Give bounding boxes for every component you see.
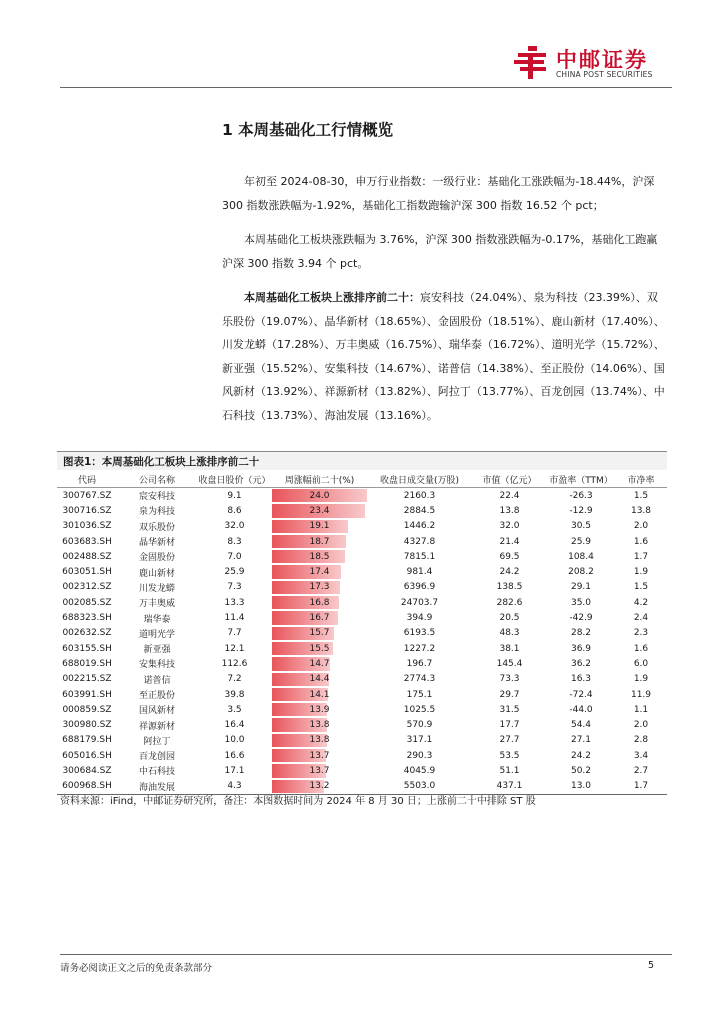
company-name-cell: 新亚强 [143, 645, 171, 656]
volume-cell: 6396.9 [403, 582, 436, 593]
change-value: 19.1 [309, 521, 330, 532]
col-header-price: 收盘日股价（元） [197, 471, 272, 488]
stock-code-cell: 300684.SZ [62, 765, 112, 776]
weekly-change-cell [272, 763, 367, 778]
market-cap-cell: 282.6 [496, 597, 523, 608]
change-value: 14.7 [309, 658, 330, 669]
pe-ttm-cell: -42.9 [569, 613, 593, 624]
volume-cell: 394.9 [406, 613, 433, 624]
company-name-cell: 泉为科技 [138, 507, 175, 518]
stock-code-cell: 688323.SH [62, 613, 112, 624]
pb-cell: 1.6 [633, 536, 649, 547]
change-value: 18.5 [309, 551, 330, 562]
figure-title: 图表1：本周基础化工板块上涨排序前二十 [63, 456, 260, 468]
close-price-cell: 13.3 [224, 597, 245, 608]
stock-code-cell: 603051.SH [62, 567, 112, 578]
change-value: 15.5 [309, 643, 330, 654]
close-price-cell: 12.1 [224, 643, 245, 654]
weekly-change-cell [272, 733, 367, 748]
pe-ttm-cell: 36.2 [570, 658, 592, 669]
table-row [57, 580, 667, 595]
volume-cell: 4327.8 [403, 536, 436, 547]
stock-code-cell: 300980.SZ [62, 720, 112, 731]
paragraph-ytd: 年初至 2024-08-30，申万行业指数：一级行业：基础化工涨跌幅为-18.44%，沪深 300 指数涨跌幅为-1.92%，基础化工指数跑输沪深 300 指数 16.52 个 pct； [222, 175, 655, 212]
weekly-change-cell [272, 610, 367, 625]
company-name-cell: 瑞华泰 [143, 614, 171, 625]
close-price-cell: 8.3 [227, 536, 242, 547]
col-header-volume: 收盘日成交量(万股) [367, 471, 472, 488]
pb-cell: 13.8 [630, 505, 652, 516]
market-cap-cell: 22.4 [499, 490, 520, 501]
table-row [57, 595, 667, 610]
close-price-cell: 7.7 [227, 628, 242, 639]
pe-ttm-cell: 24.2 [570, 750, 592, 761]
stock-code-cell: 688019.SH [62, 658, 112, 669]
paragraph-weekly: 本周基础化工板块涨跌幅为 3.76%，沪深 300 指数涨跌幅为-0.17%，基础化工跑赢沪深 300 指数 3.94 个 pct。 [222, 233, 658, 270]
weekly-change-cell [272, 672, 367, 687]
pe-ttm-cell: 27.1 [570, 735, 592, 746]
company-name-cell: 万丰奥威 [138, 599, 175, 610]
table-row [57, 672, 667, 687]
table-row [57, 748, 667, 763]
company-name-cell: 宸安科技 [138, 492, 175, 503]
pe-ttm-cell: -26.3 [569, 490, 593, 501]
market-cap-cell: 29.7 [499, 689, 520, 700]
page-number: 5 [648, 960, 655, 971]
col-header-name: 公司名称 [117, 471, 197, 488]
china-post-logo-icon [514, 44, 550, 80]
change-value: 13.7 [309, 750, 330, 761]
table-header-row [57, 471, 667, 488]
stock-code-cell: 603683.SH [62, 536, 112, 547]
change-value: 14.4 [309, 674, 330, 685]
market-cap-cell: 21.4 [499, 536, 520, 547]
close-price-cell: 7.2 [227, 674, 242, 685]
close-price-cell: 17.1 [224, 765, 245, 776]
close-price-cell: 25.9 [224, 567, 245, 578]
weekly-change-cell [272, 656, 367, 671]
pe-ttm-cell: 13.0 [547, 779, 615, 795]
pb-cell: 2.8 [633, 735, 649, 746]
change-value: 16.7 [309, 613, 330, 624]
close-price-cell: 9.1 [227, 490, 242, 501]
footer-divider [60, 954, 672, 955]
market-cap-cell: 17.7 [499, 720, 520, 731]
stock-code-cell: 000859.SZ [62, 704, 112, 715]
brand-logo [514, 44, 674, 84]
table-row [57, 717, 667, 732]
pb-cell: 4.2 [633, 597, 649, 608]
stock-code-cell: 301036.SZ [62, 521, 112, 532]
close-price-cell: 3.5 [227, 704, 242, 715]
change-value: 13.8 [309, 735, 330, 746]
company-name-cell: 诺普信 [143, 675, 171, 686]
company-name-cell: 鹿山新材 [138, 568, 175, 579]
pb-cell: 2.0 [633, 720, 649, 731]
close-price-cell: 7.3 [227, 582, 242, 593]
pb-cell: 1.7 [633, 551, 649, 562]
company-name-cell: 道明光学 [138, 629, 175, 640]
pe-ttm-cell: 36.9 [570, 643, 592, 654]
volume-cell: 7815.1 [403, 551, 436, 562]
pe-ttm-cell: -72.4 [569, 689, 593, 700]
table-row [57, 641, 667, 656]
market-cap-cell: 31.5 [499, 704, 520, 715]
stock-code-cell: 603991.SH [62, 689, 112, 700]
company-name-cell: 中石科技 [138, 767, 175, 778]
pb-cell: 2.3 [633, 628, 649, 639]
close-price-cell: 16.4 [224, 720, 245, 731]
stock-code-cell: 002215.SZ [62, 674, 112, 685]
close-price-cell: 11.4 [224, 613, 245, 624]
change-value: 13.2 [309, 781, 330, 792]
volume-cell: 196.7 [406, 658, 433, 669]
market-cap-cell: 48.3 [499, 628, 520, 639]
company-name-cell: 金固股份 [138, 553, 175, 564]
market-cap-cell: 20.5 [499, 613, 520, 624]
volume-cell: 290.3 [406, 750, 433, 761]
pb-cell: 2.4 [633, 613, 649, 624]
company-name-cell: 阿拉丁 [143, 736, 171, 747]
market-cap-cell: 73.3 [499, 674, 520, 685]
pb-cell: 6.0 [633, 658, 649, 669]
paragraph-top20-lead: 本周基础化工板块上涨排序前二十： [244, 291, 420, 304]
volume-cell: 175.1 [406, 689, 433, 700]
table-row [57, 733, 667, 748]
pe-ttm-cell: 208.2 [568, 567, 594, 578]
table-row [57, 656, 667, 671]
footer-disclaimer: 请务必阅读正文之后的免责条款部分 [60, 963, 213, 974]
change-value: 13.8 [309, 720, 330, 731]
weekly-change-cell [272, 595, 367, 610]
pe-ttm-cell: 54.4 [570, 720, 592, 731]
change-value: 14.1 [309, 689, 330, 700]
change-value: 17.3 [309, 582, 330, 593]
stock-code-cell: 300767.SZ [62, 490, 112, 501]
company-name-cell: 川发龙蟒 [138, 583, 175, 594]
pb-cell: 2.7 [633, 765, 649, 776]
col-header-pe: 市盈率（TTM） [547, 471, 615, 488]
market-cap-cell: 32.0 [499, 521, 520, 532]
close-price-cell: 112.6 [221, 658, 248, 669]
close-price-cell: 16.6 [224, 750, 245, 761]
pe-ttm-cell: 16.3 [570, 674, 592, 685]
stock-code-cell: 002312.SZ [62, 582, 112, 593]
pe-ttm-cell: 28.2 [570, 628, 592, 639]
weekly-change-cell [272, 488, 367, 504]
company-name-cell: 至正股份 [138, 691, 175, 701]
change-value: 15.7 [309, 628, 330, 639]
table-row [57, 519, 667, 534]
volume-cell: 981.4 [406, 567, 433, 578]
table-body [57, 488, 667, 795]
volume-cell: 1446.2 [403, 521, 436, 532]
volume-cell: 5503.0 [367, 779, 472, 795]
weekly-change-cell [272, 519, 367, 534]
volume-cell: 1025.5 [403, 704, 436, 715]
weekly-change-cell [272, 748, 367, 763]
market-cap-cell: 437.1 [472, 779, 547, 795]
pe-ttm-cell: 25.9 [570, 536, 592, 547]
table-row [57, 549, 667, 564]
pb-cell: 1.1 [633, 704, 649, 715]
table-row [57, 503, 667, 518]
brand-name-cn: 中邮证券 [556, 48, 648, 72]
paragraph-top20-list: 宸安科技（24.04%）、泉为科技（23.39%）、双乐股份（19.07%）、晶华新材（18.65%）、金固股份（18.51%）、鹿山新材（17.40%）、川发龙蟒（17.28%）、万丰奥威（16.75%）、瑞华泰（16.72%）、道明光学（15.72%）、新亚强（15.52%）、安集科技（14.67%）、诺普信（14.38%）、至正股份（14.06%）、国风新材（13.92%）、祥源新材（13.82%）、阿拉丁（13.77%）、百龙创园（13.74%）、中石科技（13.73%）、海油发展（13.16%）。 [222, 291, 665, 422]
table-row [57, 763, 667, 778]
pb-cell: 2.0 [633, 521, 649, 532]
paragraph-top20 [222, 286, 666, 427]
close-price-cell: 10.0 [224, 735, 245, 746]
change-bar [272, 581, 340, 594]
pe-ttm-cell: 30.5 [570, 521, 592, 532]
pb-cell: 3.4 [633, 750, 649, 761]
pe-ttm-cell: -44.0 [569, 704, 593, 715]
volume-cell: 317.1 [406, 735, 433, 746]
volume-cell: 24703.7 [400, 597, 439, 608]
pe-ttm-cell: 35.0 [570, 597, 592, 608]
volume-cell: 2884.5 [403, 505, 436, 516]
close-price-cell: 4.3 [197, 779, 272, 795]
stock-code-cell: 002085.SZ [62, 597, 112, 608]
close-price-cell: 32.0 [224, 521, 245, 532]
change-value: 24.0 [309, 490, 330, 501]
table-row [57, 534, 667, 549]
section-title: 1 本周基础化工行情概览 [222, 121, 394, 139]
weekly-change-cell [272, 641, 367, 656]
stock-code-cell: 688179.SH [62, 735, 112, 746]
change-value: 17.4 [309, 567, 330, 578]
col-header-pb: 市净率 [615, 471, 667, 488]
close-price-cell: 7.0 [227, 551, 242, 562]
table-row [57, 702, 667, 717]
pb-cell: 1.7 [615, 779, 667, 795]
pe-ttm-cell: 29.1 [570, 582, 592, 593]
stock-code-cell: 300716.SZ [62, 505, 112, 516]
pe-ttm-cell: 108.4 [568, 551, 594, 562]
table-row [57, 687, 667, 702]
figure-title-bar [57, 451, 667, 470]
weekly-change-cell [272, 534, 367, 549]
close-price-cell: 39.8 [224, 689, 245, 700]
close-price-cell: 8.6 [227, 505, 242, 516]
col-header-code: 代码 [57, 471, 117, 488]
weekly-change-cell [272, 702, 367, 717]
pe-ttm-cell: 50.2 [570, 765, 592, 776]
pb-cell: 1.6 [633, 643, 649, 654]
company-name-cell: 晶华新材 [138, 538, 175, 549]
stock-code-cell: 600968.SH [57, 779, 117, 795]
pb-cell: 11.9 [630, 689, 652, 700]
weekly-change-cell [272, 687, 367, 702]
volume-cell: 4045.9 [403, 765, 436, 776]
weekly-change-cell [272, 626, 367, 641]
table-row [57, 610, 667, 625]
pb-cell: 1.5 [633, 490, 649, 501]
change-value: 23.4 [309, 505, 330, 516]
weekly-change-cell [272, 549, 367, 564]
change-value: 16.8 [309, 597, 330, 608]
pb-cell: 1.9 [633, 674, 649, 685]
volume-cell: 6193.5 [403, 628, 436, 639]
company-name-cell: 海油发展 [117, 779, 197, 795]
top20-table [57, 471, 667, 795]
company-name-cell: 祥源新材 [138, 721, 175, 732]
weekly-change-cell [272, 717, 367, 732]
market-cap-cell: 69.5 [499, 551, 520, 562]
pe-ttm-cell: -12.9 [569, 505, 593, 516]
volume-cell: 570.9 [406, 720, 433, 731]
market-cap-cell: 53.5 [499, 750, 520, 761]
weekly-change-cell [272, 564, 367, 579]
table-row [57, 564, 667, 579]
market-cap-cell: 38.1 [499, 643, 520, 654]
brand-name-en: CHINA POST SECURITIES [556, 70, 653, 79]
stock-code-cell: 605016.SH [62, 750, 112, 761]
stock-code-cell: 603155.SH [62, 643, 112, 654]
change-value: 18.7 [309, 536, 330, 547]
market-cap-cell: 24.2 [499, 567, 520, 578]
col-header-change: 周涨幅前二十(%) [272, 471, 367, 488]
figure-source-note: 资料来源：iFind，中邮证券研究所，备注：本图数据时间为 2024 年 8 月 30 日；上涨前二十中排除 ST 股 [60, 796, 536, 807]
stock-code-cell: 002488.SZ [62, 551, 112, 562]
change-value: 13.7 [309, 765, 330, 776]
stock-code-cell: 002632.SZ [62, 628, 112, 639]
change-bar [272, 565, 341, 578]
header-divider [60, 87, 672, 88]
table-row [57, 626, 667, 641]
market-cap-cell: 145.4 [496, 658, 523, 669]
company-name-cell: 安集科技 [138, 660, 175, 671]
company-name-cell: 百龙创园 [138, 752, 175, 763]
volume-cell: 2774.3 [403, 674, 436, 685]
weekly-change-cell [272, 580, 367, 595]
company-name-cell: 国风新材 [138, 706, 175, 717]
market-cap-cell: 138.5 [496, 582, 523, 593]
company-name-cell: 双乐股份 [138, 522, 175, 533]
weekly-change-cell [272, 503, 367, 518]
market-cap-cell: 51.1 [499, 765, 520, 776]
volume-cell: 2160.3 [403, 490, 436, 501]
table-row [57, 488, 667, 504]
market-cap-cell: 27.7 [499, 735, 520, 746]
pb-cell: 1.9 [633, 567, 649, 578]
col-header-market-cap: 市值（亿元） [472, 471, 547, 488]
market-cap-cell: 13.8 [499, 505, 520, 516]
change-value: 13.9 [309, 704, 330, 715]
pb-cell: 1.5 [633, 582, 649, 593]
volume-cell: 1227.2 [403, 643, 436, 654]
